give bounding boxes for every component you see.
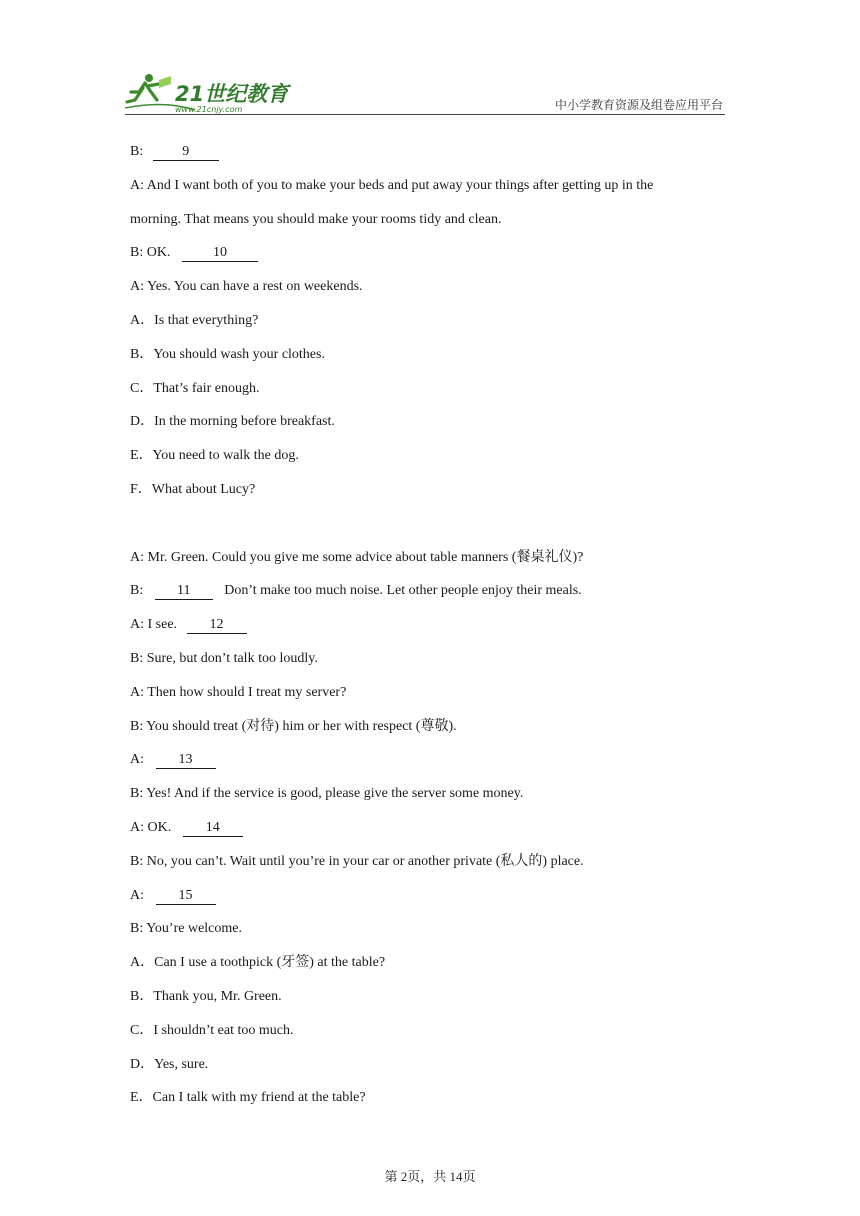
dialogue-line: A: And I want both of you to make your beds and put away your things after getting up in the <box>130 177 654 193</box>
option-b: B．You should wash your clothes. <box>130 346 325 362</box>
blank-12: 12 <box>187 617 247 634</box>
dialogue-line: B: Yes! And if the service is good, please give the server some money. <box>130 786 524 802</box>
blank-11: 11 <box>155 583 213 600</box>
option-d: D．Yes, sure. <box>130 1056 209 1072</box>
page-header <box>125 66 725 116</box>
svg-text:21世纪教育: 21世纪教育 <box>175 82 289 106</box>
logo-21cnjy <box>125 70 295 114</box>
option-e: E．Can I talk with my friend at the table? <box>130 1090 366 1106</box>
blank-13: 13 <box>156 752 216 769</box>
option-c: C．That’s fair enough. <box>130 380 260 396</box>
dialogue-line-b10: B: OK. 10 <box>130 242 730 276</box>
dialogue-line: A: Mr. Green. Could you give me some advice about table manners (餐桌礼仪)? <box>130 549 584 565</box>
option-f: F．What about Lucy? <box>130 481 256 497</box>
dialogue-line-a13: A: 13 <box>130 749 730 783</box>
dialogue-line: B: Sure, but don’t talk too loudly. <box>130 650 318 666</box>
dialogue-line: A: Yes. You can have a rest on weekends. <box>130 279 363 295</box>
page-content <box>130 141 730 1121</box>
dialogue-line-a15: A: 15 <box>130 885 730 919</box>
dialogue-line: B: You should treat (对待) him or her with respect (尊敬). <box>130 718 457 734</box>
option-a: A．Is that everything? <box>130 312 259 328</box>
blank-15: 15 <box>156 888 216 905</box>
header-divider <box>125 114 725 115</box>
section-gap <box>130 513 730 547</box>
option-d: D．In the morning before breakfast. <box>130 414 335 430</box>
option-b: B．Thank you, Mr. Green. <box>130 988 282 1004</box>
dialogue-line-b9: B: 9 <box>130 141 730 175</box>
dialogue-line: B: No, you can’t. Wait until you’re in your car or another private (私人的) place. <box>130 853 584 869</box>
dialogue-line-a14: A: OK. 14 <box>130 817 730 851</box>
dialogue-line-a12: A: I see. 12 <box>130 614 730 648</box>
dialogue-line: A: Then how should I treat my server? <box>130 684 347 700</box>
option-c: C．I shouldn’t eat too much. <box>130 1022 294 1038</box>
blank-9: 9 <box>153 144 219 161</box>
blank-10: 10 <box>182 245 258 262</box>
blank-14: 14 <box>183 820 243 837</box>
option-e: E．You need to walk the dog. <box>130 448 299 464</box>
dialogue-line-b11: B: 11 Don’t make too much noise. Let other people enjoy their meals. <box>130 583 582 599</box>
option-a: A．Can I use a toothpick (牙签) at the table? <box>130 955 386 971</box>
header-platform-text: 中小学教育资源及组卷应用平台 <box>554 98 723 112</box>
page-number: 第 2页，共 14页 <box>384 1169 476 1184</box>
dialogue-line: B: You’re welcome. <box>130 921 242 937</box>
dialogue-line: morning. That means you should make your rooms tidy and clean. <box>130 211 502 227</box>
svg-text:www.21cnjy.com: www.21cnjy.com <box>175 105 243 114</box>
